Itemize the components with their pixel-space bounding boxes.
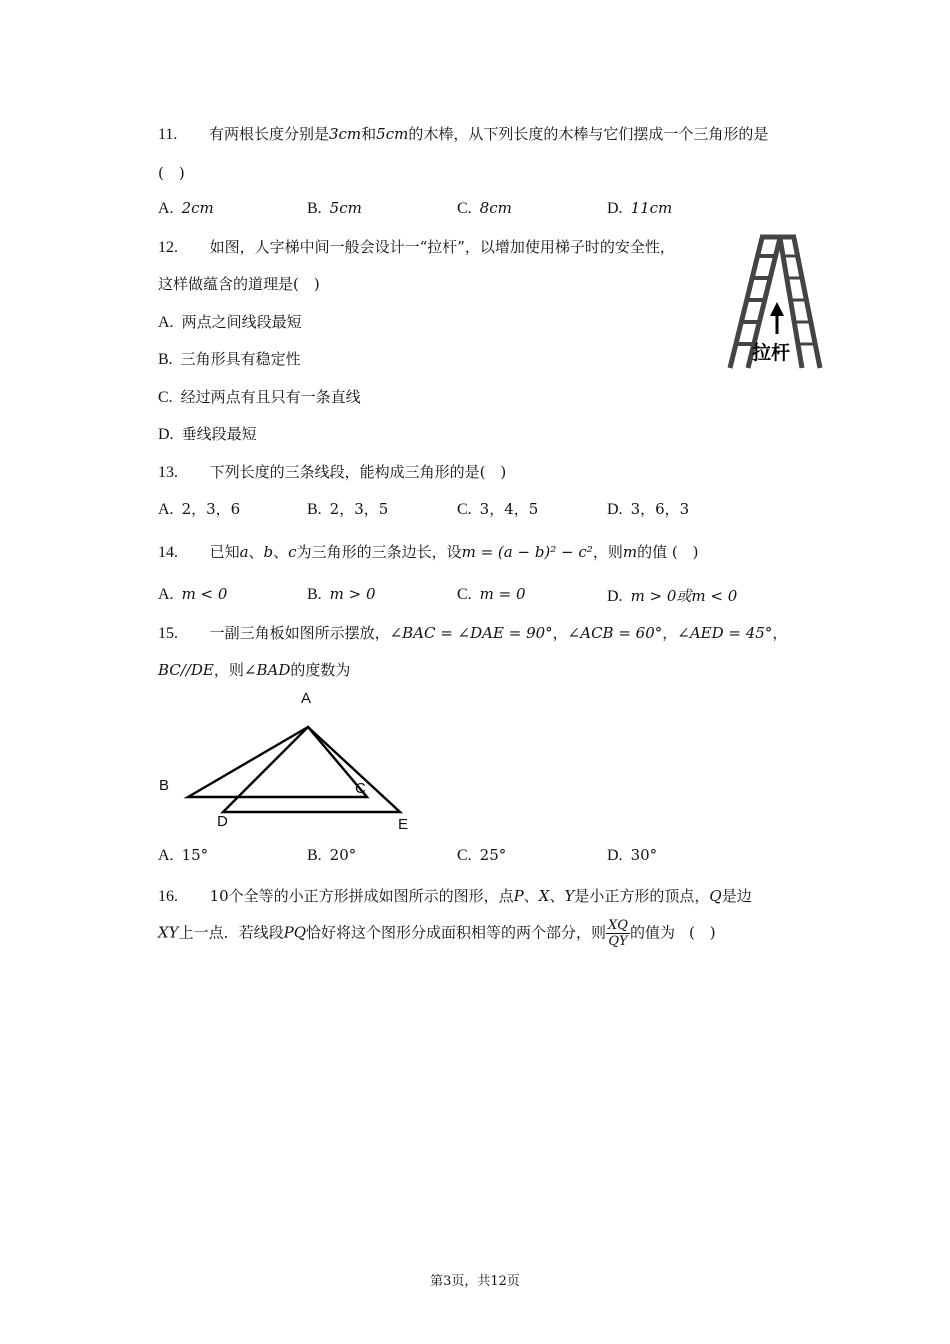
q15-sep: ， xyxy=(662,624,678,642)
q13-option-b[interactable] xyxy=(307,498,388,519)
q11-value-2: 5cm xyxy=(376,125,409,143)
option-text: 三角形具有稳定性 xyxy=(180,350,301,368)
option-text: 经过两点有且只有一条直线 xyxy=(180,388,361,406)
q15-option-a[interactable] xyxy=(158,846,208,865)
q11-bracket: ( ) xyxy=(158,164,185,182)
q16-text-mid2: 是边 xyxy=(721,887,752,905)
q14-text-mid: 为三角形的三条边长，设 xyxy=(296,543,462,561)
q14-sep: 、 xyxy=(248,543,264,561)
q15-option-c[interactable] xyxy=(457,846,506,865)
option-label: D. xyxy=(158,426,174,443)
option-label: A. xyxy=(158,501,174,518)
q14-option-d[interactable] xyxy=(607,585,737,606)
triangle-set-figure xyxy=(150,690,420,835)
ladder-pull-rod-label: 拉杆 xyxy=(752,342,791,364)
q13-option-a[interactable] xyxy=(158,498,240,519)
option-label: B. xyxy=(307,586,322,603)
option-text: m > 0或m < 0 xyxy=(630,587,738,605)
q14-formula: m = (a − b)² − c² xyxy=(461,543,593,561)
q11-option-d[interactable] xyxy=(607,199,672,218)
option-text: 2，3，5 xyxy=(329,500,389,518)
q12-option-c[interactable] xyxy=(158,386,361,407)
q16-text-c: 的值为 xyxy=(629,923,675,942)
option-label: B. xyxy=(307,200,322,217)
q15-text-pre: 一副三角板如图所示摆放， xyxy=(209,624,390,642)
q15-text: ，则 xyxy=(213,661,244,679)
q16-segment-pq: PQ xyxy=(283,923,306,942)
option-text: 3，6，3 xyxy=(630,500,690,518)
q12-option-a[interactable] xyxy=(158,311,302,332)
q11-text-pre: 有两根长度分别是 xyxy=(208,125,329,143)
q13-text: 下列长度的三条线段，能构成三角形的是( ) xyxy=(209,463,507,481)
option-text: 11cm xyxy=(630,199,673,217)
q13-line1 xyxy=(158,461,506,482)
page-footer: 第3页，共12页 xyxy=(430,1274,520,1289)
q15-text-post: 的度数为 xyxy=(290,661,351,679)
q16-line2 xyxy=(158,918,716,949)
q16-sep: 、 xyxy=(523,887,539,905)
option-text: m > 0 xyxy=(329,585,376,603)
point-c-label: C xyxy=(355,780,366,797)
q14-var-b: b xyxy=(263,543,274,561)
option-text: 垂线段最短 xyxy=(181,425,257,443)
q15-angle: ∠BAD xyxy=(243,661,291,679)
triangle-ade xyxy=(223,727,400,812)
q12-text-1: 如图，人字梯中间一般会设计一“拉杆”，以增加使用梯子时的安全性， xyxy=(209,238,675,256)
q16-bracket: ( ) xyxy=(688,923,716,942)
q12-option-b[interactable] xyxy=(158,348,301,369)
q15-line2 xyxy=(158,659,350,680)
q11-text-post: 的木棒，从下列长度的木棒与它们摆成一个三角形的是 xyxy=(408,125,769,143)
option-label: B. xyxy=(307,847,322,864)
q12-number: 12. xyxy=(158,239,178,256)
option-label: C. xyxy=(457,200,472,217)
option-text: 15° xyxy=(181,846,209,864)
option-text: 3，4，5 xyxy=(479,500,539,518)
q15-line1 xyxy=(158,622,787,643)
q16-sep: 、 xyxy=(549,887,565,905)
option-label: A. xyxy=(158,314,174,331)
option-label: C. xyxy=(457,501,472,518)
option-text: m < 0 xyxy=(181,585,228,603)
q15-sep: ， xyxy=(552,624,568,642)
q11-option-c[interactable] xyxy=(457,199,512,218)
q14-text-pre: 已知 xyxy=(209,543,240,561)
q15-option-d[interactable] xyxy=(607,846,657,865)
option-text: 8cm xyxy=(479,199,512,217)
q12-option-d[interactable] xyxy=(158,423,257,444)
option-label: D. xyxy=(607,501,623,518)
option-text: 2，3，6 xyxy=(181,500,241,518)
option-label: D. xyxy=(607,847,623,864)
q12-line2: 这样做蕴含的道理是( ) xyxy=(158,275,320,293)
q14-var-m: m xyxy=(622,543,638,561)
option-text: 20° xyxy=(329,846,357,864)
q12-line1 xyxy=(158,236,675,257)
q14-number: 14. xyxy=(158,544,178,561)
option-label: C. xyxy=(457,586,472,603)
q14-line1 xyxy=(158,541,699,562)
q15-tail: ， xyxy=(772,624,788,642)
point-d-label: D xyxy=(217,813,228,830)
q16-segment-xy: XY xyxy=(158,923,179,942)
option-label: D. xyxy=(607,588,623,605)
q16-point-p: P xyxy=(513,887,524,905)
q14-var-c: c xyxy=(288,543,297,561)
q16-text-mid1: 是小正方形的顶点， xyxy=(574,887,710,905)
q14-option-b[interactable] xyxy=(307,585,376,604)
q16-point-q: Q xyxy=(709,887,722,905)
q13-number: 13. xyxy=(158,464,178,481)
option-label: D. xyxy=(607,200,623,217)
q16-point-x: X xyxy=(538,887,550,905)
q16-point-y: Y xyxy=(564,887,575,905)
q11-value-1: 3cm xyxy=(328,125,362,143)
q15-parallel: BC//DE xyxy=(158,661,214,679)
option-text: 2cm xyxy=(181,199,214,217)
q11-line1 xyxy=(158,123,768,144)
q13-option-d[interactable] xyxy=(607,498,689,519)
q14-sep: 、 xyxy=(273,543,289,561)
option-text: 5cm xyxy=(329,199,362,217)
q16-line1 xyxy=(158,885,752,906)
option-label: C. xyxy=(158,389,173,406)
option-text: m = 0 xyxy=(479,585,526,603)
q14-text-post1: ，则 xyxy=(592,543,623,561)
option-text: 30° xyxy=(630,846,658,864)
q13-option-c[interactable] xyxy=(457,498,538,519)
fraction-numerator: XQ xyxy=(608,918,628,933)
point-b-label: B xyxy=(159,777,170,794)
q14-option-c[interactable] xyxy=(457,585,526,604)
option-label: A. xyxy=(158,847,174,864)
q15-number: 15. xyxy=(158,625,178,642)
q16-text-a: 上一点．若线段 xyxy=(178,923,284,942)
q11-option-a[interactable] xyxy=(158,199,214,218)
q15-condition-3: ∠AED = 45° xyxy=(677,624,773,642)
fraction-denominator: QY xyxy=(608,934,628,949)
point-e-label: E xyxy=(398,816,409,833)
q15-condition-2: ∠ACB = 60° xyxy=(567,624,663,642)
triangle-abc xyxy=(188,727,367,797)
option-label: C. xyxy=(457,847,472,864)
option-text: 25° xyxy=(479,846,507,864)
q16-fraction xyxy=(606,918,630,949)
option-label: A. xyxy=(158,586,174,603)
q15-condition-1: ∠BAC = ∠DAE = 90° xyxy=(389,624,553,642)
q16-number: 16. xyxy=(158,888,178,905)
q11-option-b[interactable] xyxy=(307,199,362,218)
q16-text-b: 恰好将这个图形分成面积相等的两个部分，则 xyxy=(306,923,607,942)
q16-text-pre: 10个全等的小正方形拼成如图所示的图形，点 xyxy=(209,887,514,905)
option-text: 两点之间线段最短 xyxy=(181,313,302,331)
q14-var-a: a xyxy=(239,543,249,561)
point-a-label: A xyxy=(301,690,312,707)
q11-text-mid: 和 xyxy=(361,125,377,143)
q11-number: 11. xyxy=(158,126,178,143)
option-label: A. xyxy=(158,200,174,217)
q14-option-a[interactable] xyxy=(158,585,227,604)
option-label: B. xyxy=(158,351,173,368)
q14-text-post2: 的值 ( ) xyxy=(637,543,699,561)
q15-option-b[interactable] xyxy=(307,846,356,865)
option-label: B. xyxy=(307,501,322,518)
